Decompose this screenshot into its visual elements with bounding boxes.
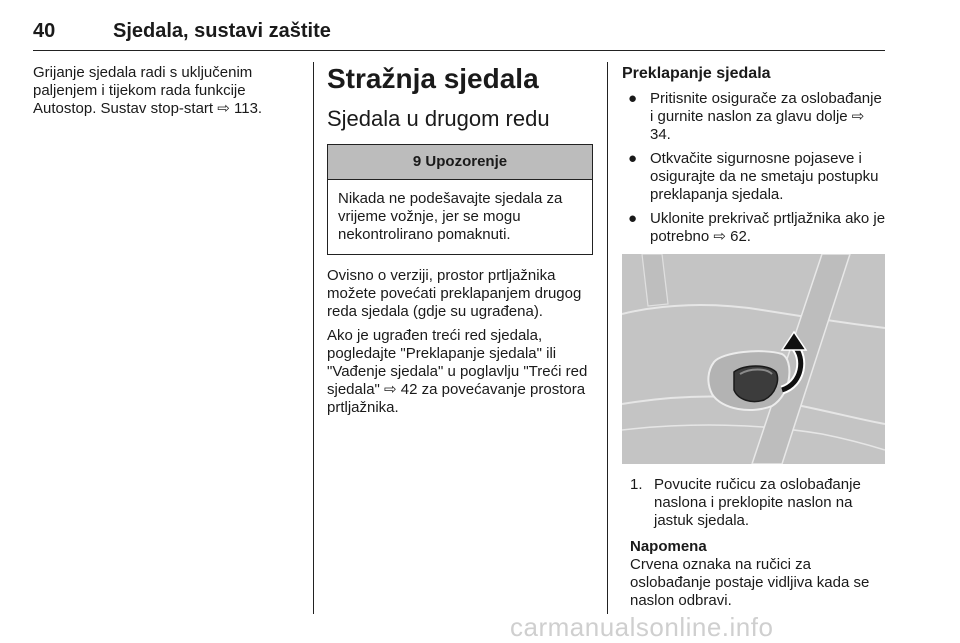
list-item xyxy=(622,90,887,144)
step-number: 1. xyxy=(630,476,643,493)
list-item xyxy=(622,150,887,204)
paragraph-2: Ako je ugrađen treći red sjedala, pogledajte "Preklapanje sjedala" ili "Vađenje sjedala" u poglavlju "Treći red sjedala" ⇨ 42 za povećavanje prostora prtljažnika. xyxy=(327,327,588,416)
note-text: Crvena oznaka na ručici za oslobađanje postaje vidljiva kada se naslon odbravi. xyxy=(630,556,870,609)
page-title: Sjedala, sustavi zaštite xyxy=(113,20,331,42)
warning-icon: 9 xyxy=(412,153,422,170)
step-list xyxy=(622,476,887,530)
column-divider-2 xyxy=(607,62,608,614)
page-header xyxy=(33,18,885,51)
column-right xyxy=(622,64,887,610)
watermark: carmanualsonline.info xyxy=(510,612,774,642)
subsection-heading: Sjedala u drugom redu xyxy=(327,106,550,131)
bullet-list xyxy=(622,90,887,246)
step-text: Povucite ručicu za oslobađanje naslona i preklopite naslon na jastuk sjedala. xyxy=(654,476,861,529)
warning-header xyxy=(328,145,592,180)
bullet-icon: ● xyxy=(628,210,638,227)
intro-paragraph: Grijanje sjedala radi s uključenim paljenjem i tijekom rada funkcije Autostop. Sustav stop-start ⇨ 113. xyxy=(33,64,263,117)
bullet-text: Pritisnite osigurače za oslobađanje i gurnite naslon za glavu dolje ⇨ 34. xyxy=(650,90,882,143)
column-middle xyxy=(327,64,593,423)
page-number: 40 xyxy=(33,20,56,42)
bullet-text: Otkvačite sigurnosne pojaseve i osigurajte da ne smetaju postupku preklapanja sjedala. xyxy=(650,150,879,203)
bullet-icon: ● xyxy=(628,90,638,107)
paragraph-1: Ovisno o verziji, prostor prtljažnika možete povećati preklapanjem drugog reda sjedala (gdje su ugrađena). xyxy=(327,267,582,320)
warning-title: Upozorenje xyxy=(425,153,508,170)
seat-illustration-svg xyxy=(622,254,885,464)
section-heading-folding: Preklapanje sjedala xyxy=(622,65,771,82)
warning-text: Nikada ne podešavajte sjedala za vrijeme vožnje, jer se mogu nekontrolirano pomaknuti. xyxy=(338,190,563,243)
list-item xyxy=(630,476,887,530)
seat-release-illustration xyxy=(622,254,885,464)
warning-box xyxy=(327,144,593,255)
bullet-text: Uklonite prekrivač prtljažnika ako je potrebno ⇨ 62. xyxy=(650,210,886,245)
section-heading: Stražnja sjedala xyxy=(327,63,539,94)
list-item xyxy=(622,210,887,246)
column-divider-1 xyxy=(313,62,314,614)
bullet-icon: ● xyxy=(628,150,638,167)
column-left xyxy=(33,64,303,124)
note-title: Napomena xyxy=(630,538,707,555)
